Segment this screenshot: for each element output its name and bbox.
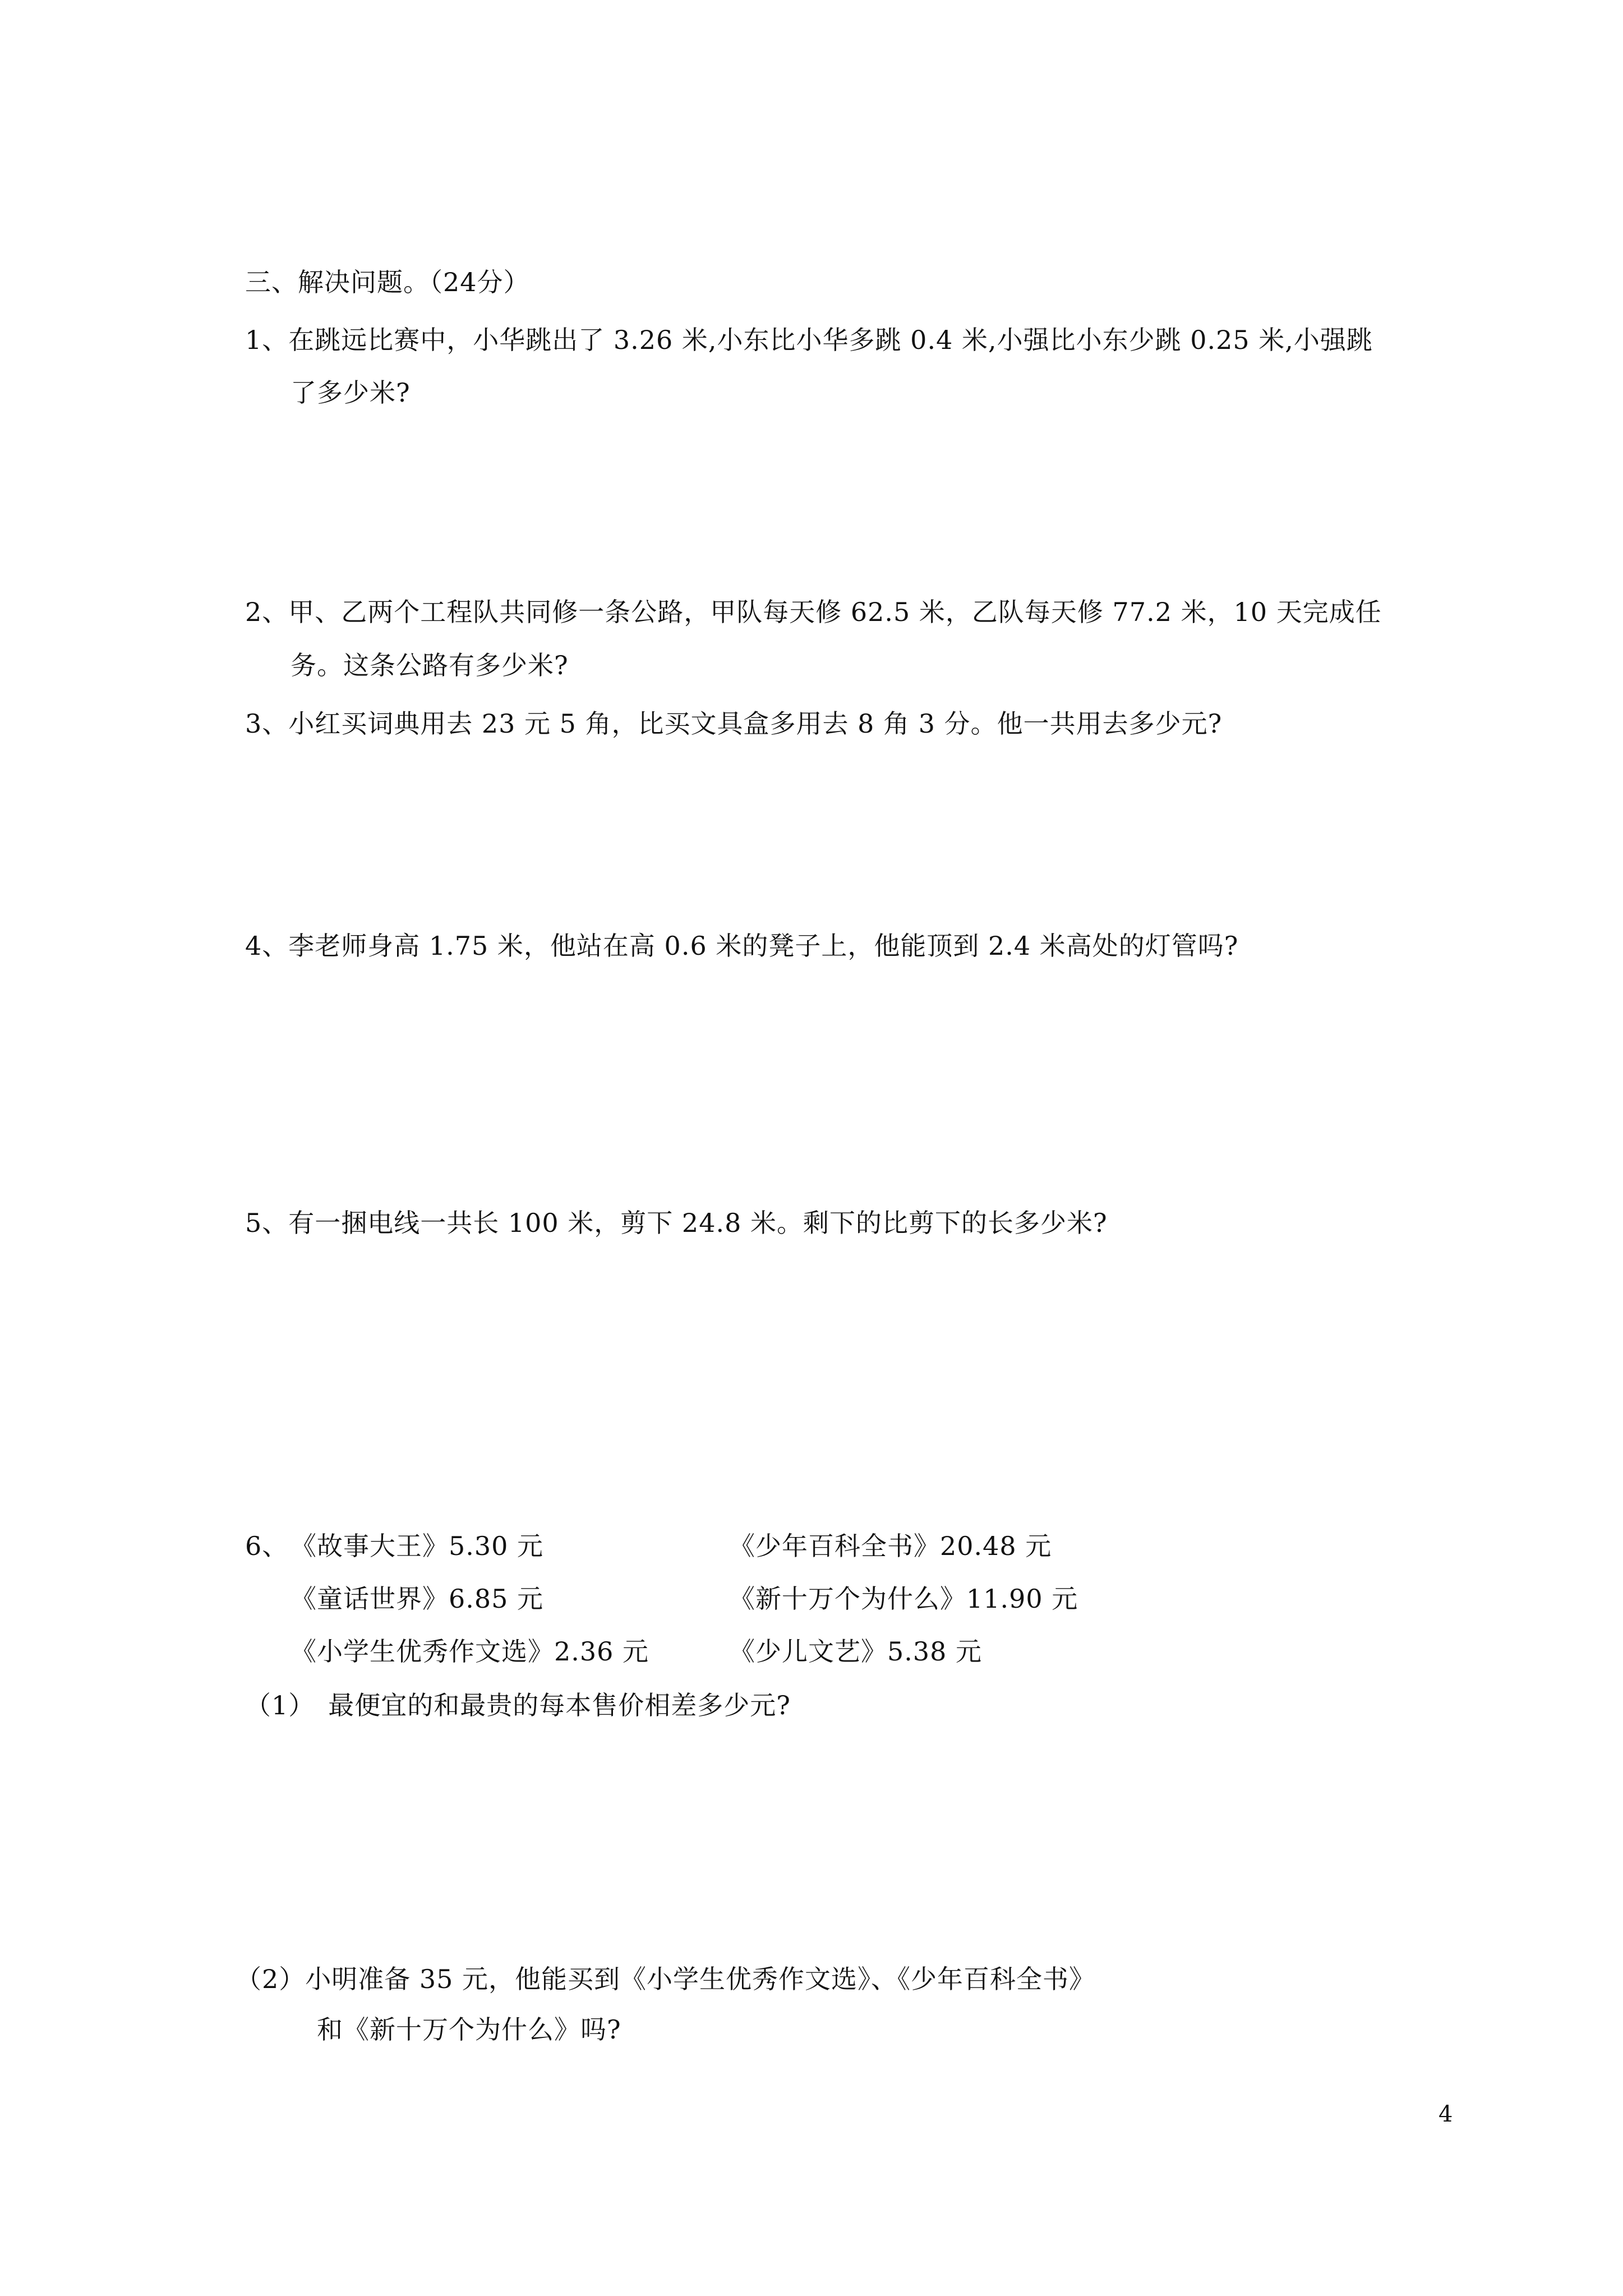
question-6-sub-1: （1） 最便宜的和最贵的每本售价相差多少元? bbox=[245, 1690, 791, 1720]
question-3-line-1: 3、小红买词典用去 23 元 5 角，比买文具盒多用去 8 角 3 分。他一共用去多少元? bbox=[245, 708, 1223, 739]
question-1-line-2: 了多少米? bbox=[291, 378, 411, 408]
question-2-line-2: 务。这条公路有多少米? bbox=[291, 650, 569, 680]
page-number: 4 bbox=[1438, 2101, 1453, 2127]
book-item-right: 《新十万个为什么》11.90 元 bbox=[729, 1584, 1078, 1614]
question-6-sub-2-line-1: （2）小明准备 35 元，他能买到《小学生优秀作文选》、《少年百科全书》 bbox=[236, 1964, 1096, 1994]
book-item-right: 《少年百科全书》20.48 元 bbox=[729, 1531, 1052, 1561]
question-6-number: 6、 bbox=[245, 1531, 289, 1561]
question-4-line-1: 4、李老师身高 1.75 米，他站在高 0.6 米的凳子上，他能顶到 2.4 米高处的灯管吗? bbox=[245, 931, 1239, 961]
question-1-line-1: 1、在跳远比赛中，小华跳出了 3.26 米,小东比小华多跳 0.4 米,小强比小东少跳 0.25 米,小强跳 bbox=[245, 325, 1373, 355]
book-item-left: 《故事大王》5.30 元 bbox=[291, 1531, 544, 1561]
question-2-line-1: 2、甲、乙两个工程队共同修一条公路，甲队每天修 62.5 米，乙队每天修 77.2 米，10 天完成任 bbox=[245, 597, 1382, 627]
book-item-left: 《童话世界》6.85 元 bbox=[291, 1584, 544, 1614]
question-6-sub-2-line-2: 和《新十万个为什么》吗? bbox=[317, 2014, 621, 2045]
book-item-left: 《小学生优秀作文选》2.36 元 bbox=[291, 1636, 649, 1667]
section-heading: 三、解决问题。（24分） bbox=[245, 267, 530, 297]
book-item-right: 《少儿文艺》5.38 元 bbox=[729, 1636, 983, 1667]
question-5-line-1: 5、有一捆电线一共长 100 米，剪下 24.8 米。剩下的比剪下的长多少米? bbox=[245, 1208, 1108, 1238]
